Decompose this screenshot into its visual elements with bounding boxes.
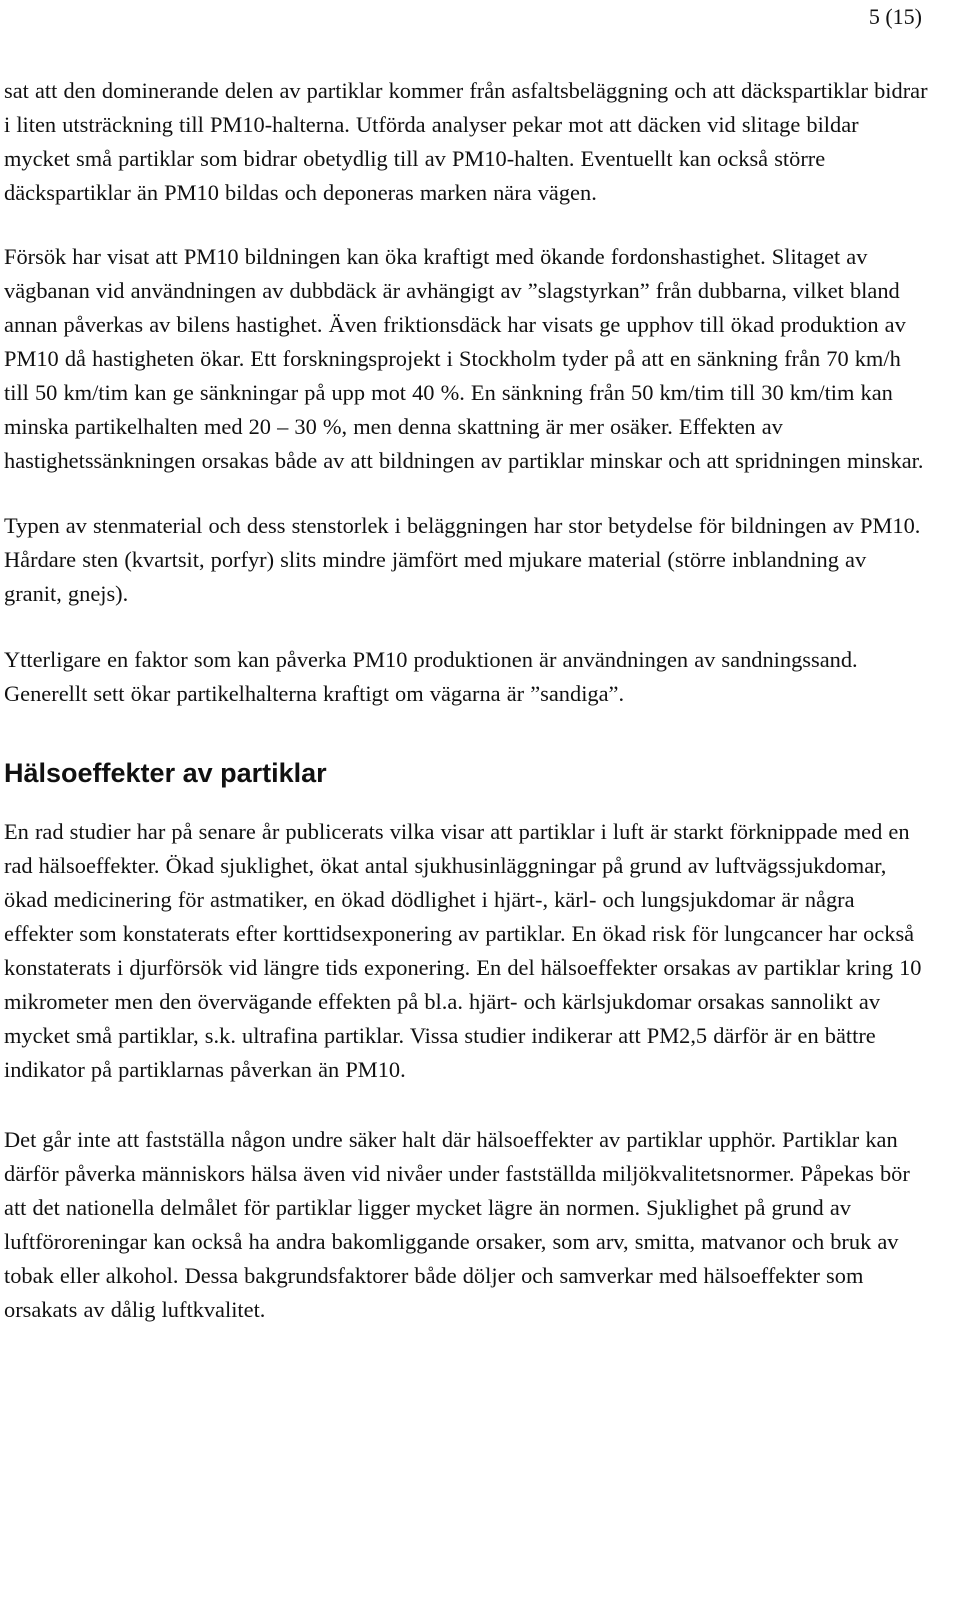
paragraph-vehicle-speed: Försök har visat att PM10 bildningen kan öka kraftigt med ökande fordonshastighet. Slitaget av vägbanan vid användningen av dubbdäck är avhängigt av ”slagstyrkan” från dubbarna, vilket bland annan påverkas av bilens hastighet. Även friktionsdäck har visats ge upphov till ökad produktion av PM10 då hastigheten ökar. Ett forskningsprojekt i Stockholm tyder på att en sänkning från 70 km/h till 50 km/tim kan ge sänkningar på upp mot 40 %. En sänkning från 50 km/tim till 30 km/tim kan minska partikelhalten med 20 – 30 %, men denna skattning är mer osäker. Effekten av hastighetssänkningen orsakas både av att bildningen av partiklar minskar och att spridningen minskar. bbox=[4, 244, 924, 473]
paragraph-safe-threshold: Det går inte att fastställa någon undre säker halt där hälsoeffekter av partiklar upphör. Partiklar kan därför påverka människors hälsa även vid nivåer under fastställda miljökvalitetsnormer. Påpekas bör att det nationella delmålet för partiklar ligger mycket lägre än normen. Sjuklighet på grund av luftföroreningar kan också ha andra bakomliggande orsaker, som arv, smitta, matvanor och bruk av tobak eller alkohol. Dessa bakgrundsfaktorer både döljer och samverkar med hälsoeffekter som orsakats av dålig luftkvalitet. bbox=[4, 1127, 910, 1322]
paragraph-tire-particles: sat att den dominerande delen av partiklar kommer från asfaltsbeläggning och att däckspartiklar bidrar i liten utsträckning till PM10-halterna. Utförda analyser pekar mot att däcken vid slitage bildar mycket små partiklar som bidrar obetydlig till av PM10-halten. Eventuellt kan också större däckspartiklar än PM10 bildas och deponeras marken nära vägen. bbox=[4, 78, 928, 205]
page-number: 5 (15) bbox=[868, 4, 922, 29]
document-body bbox=[4, 74, 928, 1327]
paragraph-health-studies: En rad studier har på senare år publicerats vilka visar att partiklar i luft är starkt förknippade med en rad hälsoeffekter. Ökad sjuklighet, ökat antal sjukhusinläggningar på grund av luftvägssjukdomar, ökad medicinering för astmatiker, en ökad dödlighet i hjärt-, kärl- och lungsjukdomar är några effekter som konstaterats efter korttidsexponering av partiklar. En ökad risk för lungcancer har också konstaterats i djurförsök vid längre tids exponering. En del hälsoeffekter orsakas av partiklar kring 10 mikrometer men den övervägande effekten på bl.a. hjärt- och kärlsjukdomar orsakas sannolikt av mycket små partiklar, s.k. ultrafina partiklar. Vissa studier indikerar att PM2,5 därför är en bättre indikator på partiklarnas påverkan än PM10. bbox=[4, 819, 922, 1082]
paragraph-sanding-sand: Ytterligare en faktor som kan påverka PM10 produktionen är användningen av sandningssand. Generellt sett ökar partikelhalterna kraftigt om vägarna är ”sandiga”. bbox=[4, 647, 858, 706]
section-heading-health-effects: Hälsoeffekter av partiklar bbox=[4, 758, 327, 788]
paragraph-stone-material: Typen av stenmaterial och dess stenstorlek i beläggningen har stor betydelse för bildningen av PM10. Hårdare sten (kvartsit, porfyr) slits mindre jämfört med mjukare material (större inblandning av granit, gnejs). bbox=[4, 513, 921, 606]
